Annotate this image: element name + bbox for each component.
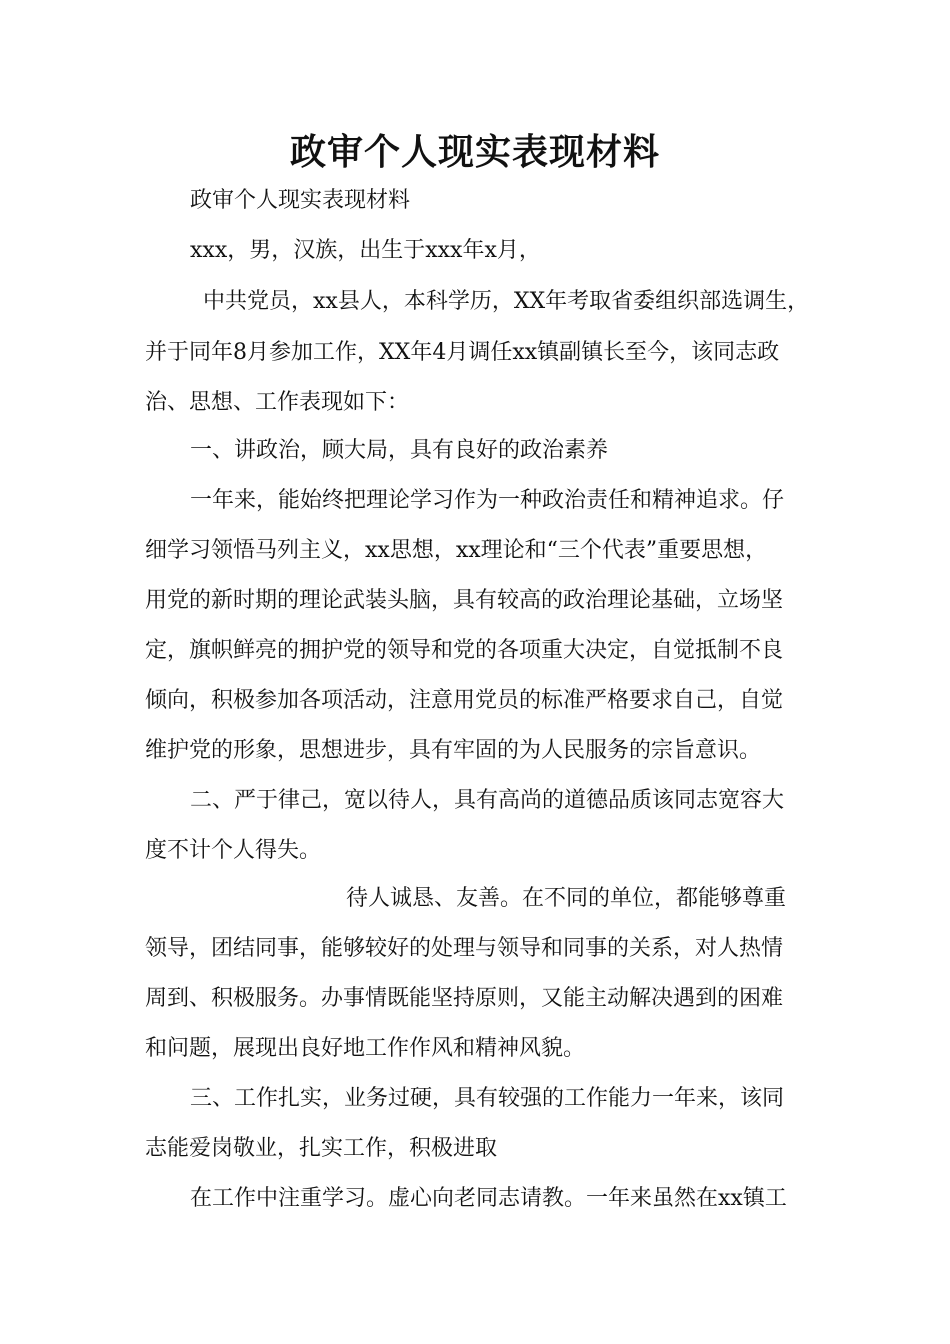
text-line: 用党的新时期的理论武装头脑，具有较高的政治理论基础，立场坚 bbox=[145, 588, 784, 613]
text-line: 维护党的形象，思想进步，具有牢固的为人民服务的宗旨意识。 bbox=[145, 738, 762, 763]
text-line: 定，旗帜鲜亮的拥护党的领导和党的各项重大决定，自觉抵制不良 bbox=[145, 638, 784, 663]
text-line: 政审个人现实表现材料 bbox=[190, 188, 411, 213]
text-line: 周到、积极服务。办事情既能坚持原则，又能主动解决遇到的困难 bbox=[145, 986, 784, 1011]
text-line: xxx，男，汉族，出生于xxx年x月， bbox=[190, 238, 541, 263]
text-line: 倾向，积极参加各项活动，注意用党员的标准严格要求自己，自觉 bbox=[145, 688, 784, 713]
text-line: 并于同年8月参加工作，XX年4月调任xx镇副镇长至今，该同志政 bbox=[145, 340, 780, 365]
text-line: 志能爱岗敬业，扎实工作，积极进取 bbox=[145, 1136, 498, 1161]
text-line: 一年来，能始终把理论学习作为一种政治责任和精神追求。仔 bbox=[190, 488, 785, 513]
text-line: 治、思想、工作表现如下： bbox=[145, 390, 410, 415]
text-line: 中共党员，xx县人，本科学历，XX年考取省委组织部选调生， bbox=[203, 289, 810, 314]
section-heading: 三、工作扎实，业务过硬，具有较强的工作能力一年来，该同 bbox=[190, 1086, 785, 1111]
section-heading: 二、严于律己，宽以待人，具有高尚的道德品质该同志宽容大 bbox=[190, 788, 785, 813]
section-heading: 一、讲政治，顾大局，具有良好的政治素养 bbox=[190, 438, 609, 463]
text-line: 领导，团结同事，能够较好的处理与领导和同事的关系，对人热情 bbox=[145, 936, 784, 961]
text-line: 和问题，展现出良好地工作作风和精神风貌。 bbox=[145, 1036, 586, 1061]
document-title: 政审个人现实表现材料 bbox=[289, 132, 660, 173]
text-line: 度不计个人得失。 bbox=[145, 838, 322, 863]
text-line: 待人诚恳、友善。在不同的单位，都能够尊重 bbox=[346, 886, 787, 911]
text-line: 在工作中注重学习。虚心向老同志请教。一年来虽然在xx镇工 bbox=[190, 1186, 787, 1211]
text-line: 细学习领悟马列主义，xx思想，xx理论和“三个代表”重要思想， bbox=[145, 538, 768, 563]
